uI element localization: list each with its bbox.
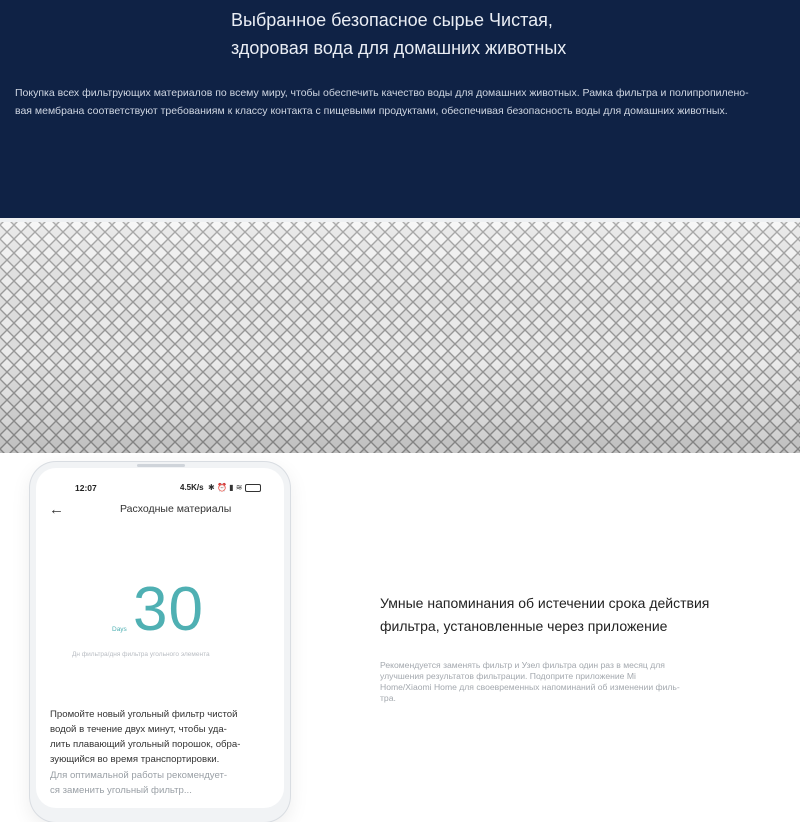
phone-instruction-line: Промойте новый угольный фильтр чистой [50,709,238,720]
days-remaining: 30 [133,575,204,644]
wifi-icon: ≋ [235,483,243,492]
phone-instruction-line: лить плавающий угольный порошок, обра- [50,739,241,750]
mesh-pattern [0,218,800,453]
battery-icon [245,484,261,492]
phone-note [50,768,265,798]
phone-note-line: Для оптимальной работы рекомендует- [50,770,228,781]
feature-title-line: Умные напоминания об истечении срока действия [380,595,710,611]
banner-title-line: Выбранное безопасное сырье Чистая, [231,10,553,30]
phone-instruction-line: зующийся во время транспортировки. [50,754,220,765]
feature-title [380,592,780,638]
status-speed: 4.5K/s [180,483,204,492]
alarm-icon: ⏰ [216,483,227,492]
signal-icon: ▮ [229,483,234,492]
phone-instruction [50,707,265,767]
filter-mesh-image [0,218,800,453]
bluetooth-icon: ✱ [208,483,215,492]
feature-description-line: тра. [380,693,396,703]
banner-title-line: здоровая вода для домашних животных [231,38,567,58]
feature-description-line: Рекомендуется заменять фильтр и Узел фильтра один раз в месяц для [380,660,665,670]
banner-description-line: вая мембрана соответствуют требованиям к классу контакта с пищевыми продуктами, обеспечивая безопасность воды для домашних животных. [15,105,728,117]
status-icons [208,483,261,492]
app-screen-title: Расходные материалы [120,503,232,515]
banner-description [15,84,785,120]
banner-description-line: Покупка всех фильтрующих материалов по всему миру, чтобы обеспечить качество воды для домашних животных. Рамка фильтра и полипропилено- [15,87,749,99]
phone-instruction-line: водой в течение двух минут, чтобы уда- [50,724,227,735]
phone-speaker [137,464,185,467]
feature-description [380,660,780,704]
feature-description-line: улучшения результатов фильтрации. Подоприте приложение Mi [380,671,636,681]
phone-note-line: ся заменить угольный фильтр... [50,785,192,796]
back-arrow-icon[interactable]: ← [49,501,64,518]
feature-description-line: Home/Xiaomi Home для своевременных напоминаний об изменении филь- [380,682,680,692]
status-time: 12:07 [75,483,97,493]
banner-title [231,6,751,62]
days-unit: Days [112,626,127,633]
feature-title-line: фильтра, установленные через приложение [380,618,668,634]
days-caption: Дн фильтра/дня фильтра угольного элемента [72,651,210,658]
